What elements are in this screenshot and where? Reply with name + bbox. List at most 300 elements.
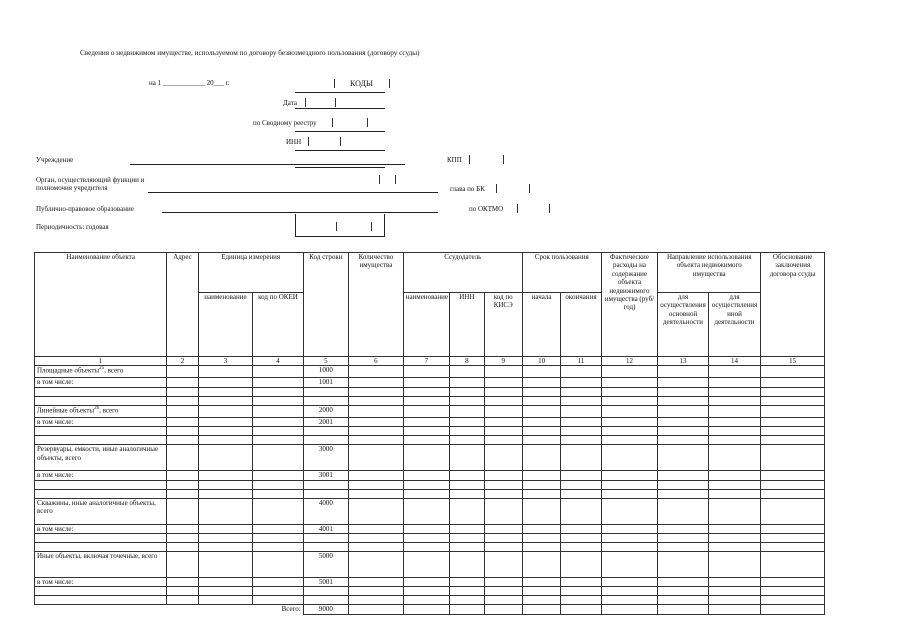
data-cell[interactable] [198,366,253,378]
oktmo-field-left[interactable] [517,204,518,213]
data-cell[interactable] [253,427,304,436]
object-name-cell[interactable] [35,480,167,489]
data-cell[interactable] [403,489,449,498]
data-cell[interactable] [658,480,709,489]
row-code-cell[interactable] [303,489,348,498]
data-cell[interactable] [167,427,198,436]
data-cell[interactable] [761,436,825,445]
data-cell[interactable] [522,396,560,405]
data-cell[interactable] [349,489,404,498]
data-cell[interactable] [761,587,825,596]
data-cell[interactable] [561,445,601,471]
data-cell[interactable] [450,387,484,396]
data-cell[interactable] [522,551,560,577]
data-cell[interactable] [601,427,658,436]
data-cell[interactable] [658,577,709,586]
data-cell[interactable] [708,542,761,551]
data-cell[interactable] [403,387,449,396]
data-cell[interactable] [167,396,198,405]
data-cell[interactable] [167,436,198,445]
data-cell[interactable] [522,587,560,596]
data-cell[interactable] [198,587,253,596]
object-name-cell[interactable] [35,577,167,586]
data-cell[interactable] [708,417,761,426]
data-cell[interactable] [658,387,709,396]
data-cell[interactable] [658,396,709,405]
data-cell[interactable] [484,524,522,533]
data-cell[interactable] [658,405,709,417]
row-code-cell[interactable] [303,542,348,551]
data-cell[interactable] [198,405,253,417]
data-cell[interactable] [561,378,601,387]
data-cell[interactable] [561,587,601,596]
data-cell[interactable] [484,596,522,605]
total-data-cell[interactable] [349,605,404,614]
data-cell[interactable] [167,366,198,378]
data-cell[interactable] [601,480,658,489]
data-cell[interactable] [601,445,658,471]
object-name-cell[interactable] [35,542,167,551]
data-cell[interactable] [450,405,484,417]
periodicity-field-left[interactable] [336,222,337,231]
object-name-cell[interactable] [35,551,167,577]
data-cell[interactable] [522,498,560,524]
data-cell[interactable] [484,417,522,426]
row-code-cell[interactable]: 3001 [303,471,348,480]
data-cell[interactable] [349,480,404,489]
data-cell[interactable] [708,405,761,417]
data-cell[interactable] [522,480,560,489]
data-cell[interactable] [167,480,198,489]
row-code-cell[interactable]: 4001 [303,524,348,533]
data-cell[interactable] [761,378,825,387]
data-cell[interactable] [708,533,761,542]
data-cell[interactable] [561,427,601,436]
total-data-cell[interactable] [484,605,522,614]
kpp-field-left[interactable] [469,155,470,164]
row-code-cell[interactable] [303,596,348,605]
data-cell[interactable] [198,498,253,524]
data-cell[interactable] [253,587,304,596]
object-name-cell[interactable] [35,427,167,436]
data-cell[interactable] [198,427,253,436]
data-cell[interactable] [403,445,449,471]
data-cell[interactable] [761,366,825,378]
data-cell[interactable] [403,405,449,417]
data-cell[interactable] [561,480,601,489]
data-cell[interactable] [522,427,560,436]
object-name-cell[interactable] [35,445,167,471]
data-cell[interactable] [450,417,484,426]
object-name-cell[interactable] [35,405,167,417]
data-cell[interactable] [601,405,658,417]
data-cell[interactable] [403,551,449,577]
row-code-cell[interactable] [303,587,348,596]
object-name-cell[interactable] [35,436,167,445]
data-cell[interactable] [522,577,560,586]
data-cell[interactable] [761,396,825,405]
data-cell[interactable] [167,378,198,387]
total-data-cell[interactable] [561,605,601,614]
data-cell[interactable] [484,471,522,480]
data-cell[interactable] [167,498,198,524]
data-cell[interactable] [708,524,761,533]
object-name-cell[interactable] [35,498,167,524]
data-cell[interactable] [601,489,658,498]
row-code-cell[interactable]: 5001 [303,577,348,586]
data-cell[interactable] [349,387,404,396]
data-cell[interactable] [522,366,560,378]
data-cell[interactable] [349,471,404,480]
data-cell[interactable] [450,436,484,445]
object-name-cell[interactable] [35,489,167,498]
data-cell[interactable] [403,378,449,387]
data-cell[interactable] [561,471,601,480]
data-cell[interactable] [522,489,560,498]
data-cell[interactable] [561,436,601,445]
data-cell[interactable] [167,542,198,551]
data-cell[interactable] [403,417,449,426]
data-cell[interactable] [484,498,522,524]
data-cell[interactable] [403,524,449,533]
data-cell[interactable] [484,480,522,489]
data-cell[interactable] [484,542,522,551]
bk-field-left[interactable] [496,184,497,193]
data-cell[interactable] [253,480,304,489]
data-cell[interactable] [708,480,761,489]
data-cell[interactable] [708,489,761,498]
data-cell[interactable] [253,542,304,551]
data-cell[interactable] [561,542,601,551]
data-cell[interactable] [450,445,484,471]
data-cell[interactable] [450,396,484,405]
data-cell[interactable] [561,489,601,498]
data-cell[interactable] [403,436,449,445]
total-data-cell[interactable] [658,605,709,614]
data-cell[interactable] [658,436,709,445]
data-cell[interactable] [708,427,761,436]
data-cell[interactable] [708,436,761,445]
data-cell[interactable] [601,366,658,378]
data-cell[interactable] [484,387,522,396]
data-cell[interactable] [601,436,658,445]
registry-field-left[interactable] [332,118,333,127]
data-cell[interactable] [601,551,658,577]
data-cell[interactable] [484,427,522,436]
data-cell[interactable] [761,480,825,489]
data-cell[interactable] [198,417,253,426]
data-cell[interactable] [522,378,560,387]
organ-field[interactable] [148,192,438,193]
row-code-cell[interactable]: 2000 [303,405,348,417]
data-cell[interactable] [658,596,709,605]
data-cell[interactable] [522,387,560,396]
data-cell[interactable] [403,396,449,405]
data-cell[interactable] [561,524,601,533]
data-cell[interactable] [403,577,449,586]
date-field-left[interactable] [305,98,306,107]
data-cell[interactable] [450,577,484,586]
data-cell[interactable] [658,489,709,498]
data-cell[interactable] [708,445,761,471]
data-cell[interactable] [167,577,198,586]
data-cell[interactable] [450,542,484,551]
object-name-cell[interactable] [35,524,167,533]
total-data-cell[interactable] [403,605,449,614]
data-cell[interactable] [349,524,404,533]
data-cell[interactable] [761,417,825,426]
data-cell[interactable] [761,489,825,498]
data-cell[interactable] [484,436,522,445]
data-cell[interactable] [522,417,560,426]
data-cell[interactable] [484,396,522,405]
data-cell[interactable] [349,405,404,417]
data-cell[interactable] [484,587,522,596]
total-data-cell[interactable] [708,605,761,614]
data-cell[interactable] [561,577,601,586]
data-cell[interactable] [761,405,825,417]
data-cell[interactable] [522,542,560,551]
data-cell[interactable] [761,524,825,533]
object-name-cell[interactable] [35,417,167,426]
data-cell[interactable] [450,489,484,498]
data-cell[interactable] [601,396,658,405]
data-cell[interactable] [484,551,522,577]
data-cell[interactable] [658,445,709,471]
data-cell[interactable] [167,596,198,605]
data-cell[interactable] [658,551,709,577]
data-cell[interactable] [761,577,825,586]
data-cell[interactable] [601,596,658,605]
object-name-cell[interactable] [35,378,167,387]
data-cell[interactable] [484,366,522,378]
row-code-cell[interactable] [303,436,348,445]
data-cell[interactable] [198,480,253,489]
data-cell[interactable] [349,577,404,586]
data-cell[interactable] [167,533,198,542]
row-code-cell[interactable]: 1000 [303,366,348,378]
inn-field-left[interactable] [308,137,309,146]
data-cell[interactable] [198,542,253,551]
data-cell[interactable] [761,498,825,524]
data-cell[interactable] [450,480,484,489]
data-cell[interactable] [167,524,198,533]
data-cell[interactable] [253,471,304,480]
data-cell[interactable] [450,524,484,533]
data-cell[interactable] [167,417,198,426]
data-cell[interactable] [561,498,601,524]
row-code-cell[interactable] [303,480,348,489]
data-cell[interactable] [658,533,709,542]
data-cell[interactable] [198,387,253,396]
object-name-cell[interactable] [35,396,167,405]
data-cell[interactable] [198,445,253,471]
data-cell[interactable] [253,387,304,396]
data-cell[interactable] [349,533,404,542]
data-cell[interactable] [658,417,709,426]
data-cell[interactable] [198,524,253,533]
data-cell[interactable] [561,533,601,542]
data-cell[interactable] [349,366,404,378]
data-cell[interactable] [253,524,304,533]
data-cell[interactable] [167,471,198,480]
data-cell[interactable] [450,498,484,524]
data-cell[interactable] [658,498,709,524]
data-cell[interactable] [349,542,404,551]
data-cell[interactable] [601,498,658,524]
total-data-cell[interactable] [601,605,658,614]
public-entity-field[interactable] [162,212,438,213]
data-cell[interactable] [253,417,304,426]
data-cell[interactable] [167,387,198,396]
data-cell[interactable] [561,405,601,417]
data-cell[interactable] [761,596,825,605]
data-cell[interactable] [708,577,761,586]
data-cell[interactable] [253,445,304,471]
data-cell[interactable] [522,405,560,417]
data-cell[interactable] [561,596,601,605]
data-cell[interactable] [253,405,304,417]
data-cell[interactable] [253,498,304,524]
data-cell[interactable] [708,587,761,596]
data-cell[interactable] [198,577,253,586]
object-name-cell[interactable] [35,366,167,378]
data-cell[interactable] [708,378,761,387]
data-cell[interactable] [708,596,761,605]
data-cell[interactable] [484,405,522,417]
data-cell[interactable] [561,366,601,378]
object-name-cell[interactable] [35,387,167,396]
data-cell[interactable] [484,378,522,387]
data-cell[interactable] [349,417,404,426]
data-cell[interactable] [761,471,825,480]
total-data-cell[interactable] [522,605,560,614]
data-cell[interactable] [403,366,449,378]
data-cell[interactable] [708,396,761,405]
data-cell[interactable] [484,445,522,471]
data-cell[interactable] [349,445,404,471]
data-cell[interactable] [522,533,560,542]
data-cell[interactable] [403,587,449,596]
data-cell[interactable] [403,533,449,542]
data-cell[interactable] [658,587,709,596]
data-cell[interactable] [601,417,658,426]
data-cell[interactable] [658,542,709,551]
data-cell[interactable] [522,445,560,471]
data-cell[interactable] [450,587,484,596]
data-cell[interactable] [253,577,304,586]
data-cell[interactable] [403,596,449,605]
object-name-cell[interactable] [35,596,167,605]
data-cell[interactable] [167,587,198,596]
data-cell[interactable] [167,445,198,471]
data-cell[interactable] [601,378,658,387]
data-cell[interactable] [561,417,601,426]
data-cell[interactable] [198,489,253,498]
data-cell[interactable] [522,596,560,605]
data-cell[interactable] [349,596,404,605]
data-cell[interactable] [708,471,761,480]
data-cell[interactable] [761,533,825,542]
data-cell[interactable] [349,587,404,596]
data-cell[interactable] [253,551,304,577]
data-cell[interactable] [253,366,304,378]
data-cell[interactable] [349,436,404,445]
data-cell[interactable] [198,551,253,577]
row-code-cell[interactable] [303,533,348,542]
data-cell[interactable] [349,498,404,524]
data-cell[interactable] [253,596,304,605]
object-name-cell[interactable] [35,587,167,596]
row-code-cell[interactable]: 4000 [303,498,348,524]
data-cell[interactable] [349,551,404,577]
data-cell[interactable] [167,489,198,498]
data-cell[interactable] [198,396,253,405]
data-cell[interactable] [601,542,658,551]
data-cell[interactable] [349,396,404,405]
data-cell[interactable] [708,366,761,378]
data-cell[interactable] [601,524,658,533]
data-cell[interactable] [198,378,253,387]
data-cell[interactable] [450,366,484,378]
data-cell[interactable] [349,427,404,436]
data-cell[interactable] [450,378,484,387]
data-cell[interactable] [198,596,253,605]
data-cell[interactable] [522,524,560,533]
data-cell[interactable] [253,378,304,387]
data-cell[interactable] [403,542,449,551]
total-data-cell[interactable] [450,605,484,614]
data-cell[interactable] [198,533,253,542]
data-cell[interactable] [658,378,709,387]
data-cell[interactable] [601,471,658,480]
data-cell[interactable] [403,471,449,480]
data-cell[interactable] [658,471,709,480]
data-cell[interactable] [761,387,825,396]
data-cell[interactable] [403,480,449,489]
data-cell[interactable] [761,551,825,577]
row-code-cell[interactable]: 5000 [303,551,348,577]
data-cell[interactable] [403,498,449,524]
data-cell[interactable] [658,366,709,378]
data-cell[interactable] [253,396,304,405]
data-cell[interactable] [198,436,253,445]
data-cell[interactable] [253,533,304,542]
data-cell[interactable] [450,471,484,480]
row-code-cell[interactable]: 3000 [303,445,348,471]
data-cell[interactable] [761,427,825,436]
data-cell[interactable] [708,387,761,396]
data-cell[interactable] [601,387,658,396]
data-cell[interactable] [484,577,522,586]
data-cell[interactable] [198,471,253,480]
data-cell[interactable] [349,378,404,387]
row-code-cell[interactable] [303,387,348,396]
data-cell[interactable] [658,427,709,436]
data-cell[interactable] [561,551,601,577]
data-cell[interactable] [522,471,560,480]
object-name-cell[interactable] [35,471,167,480]
data-cell[interactable] [561,396,601,405]
data-cell[interactable] [253,436,304,445]
data-cell[interactable] [601,533,658,542]
data-cell[interactable] [450,533,484,542]
data-cell[interactable] [253,489,304,498]
row-code-cell[interactable]: 2001 [303,417,348,426]
data-cell[interactable] [761,542,825,551]
data-cell[interactable] [450,551,484,577]
data-cell[interactable] [167,405,198,417]
